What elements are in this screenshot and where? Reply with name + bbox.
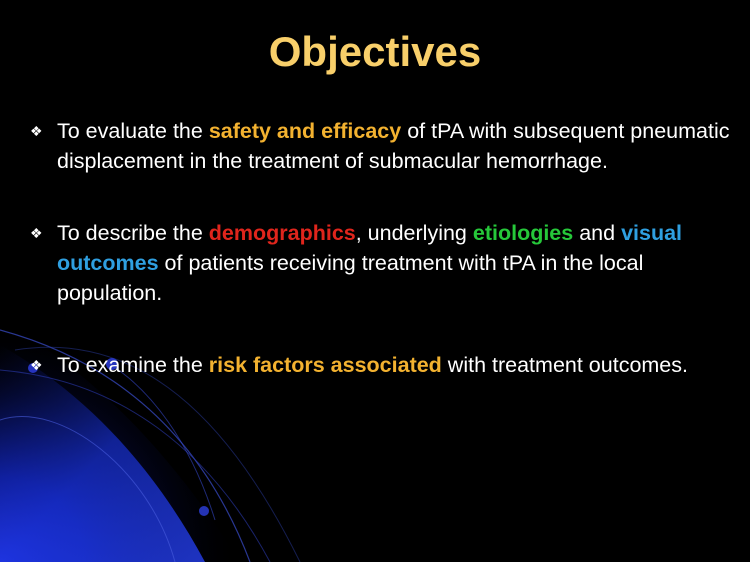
objective-item-risk-factors (30, 350, 730, 380)
highlight-safety-efficacy: safety and efficacy (208, 119, 402, 143)
objective-text: To describe the (57, 221, 209, 245)
objectives-list (30, 116, 730, 422)
slide-title: Objectives (268, 28, 482, 75)
objective-text: To examine the (57, 353, 209, 377)
highlight-visual-outcomes: visual outcomes (57, 221, 683, 275)
diamond-bullet-icon: ❖ (30, 225, 43, 241)
objective-text: of tPA with subsequent pneumatic displacement in the treatment of submacular hemorrhage. (57, 119, 730, 173)
objective-text: , underlying (355, 221, 473, 245)
objective-item-demographics (30, 218, 730, 308)
objective-item-safety (30, 116, 730, 176)
highlight-etiologies: etiologies (472, 221, 574, 245)
objective-text: of patients receiving treatment with tPA in the local population. (57, 251, 644, 305)
highlight-demographics: demographics (208, 221, 356, 245)
highlight-risk-factors: risk factors associated (208, 353, 442, 377)
objective-text: and (573, 221, 622, 245)
diamond-bullet-icon: ❖ (30, 357, 43, 373)
objective-text: To evaluate the (57, 119, 209, 143)
diamond-bullet-icon: ❖ (30, 123, 43, 139)
objective-text: with treatment outcomes. (441, 353, 688, 377)
